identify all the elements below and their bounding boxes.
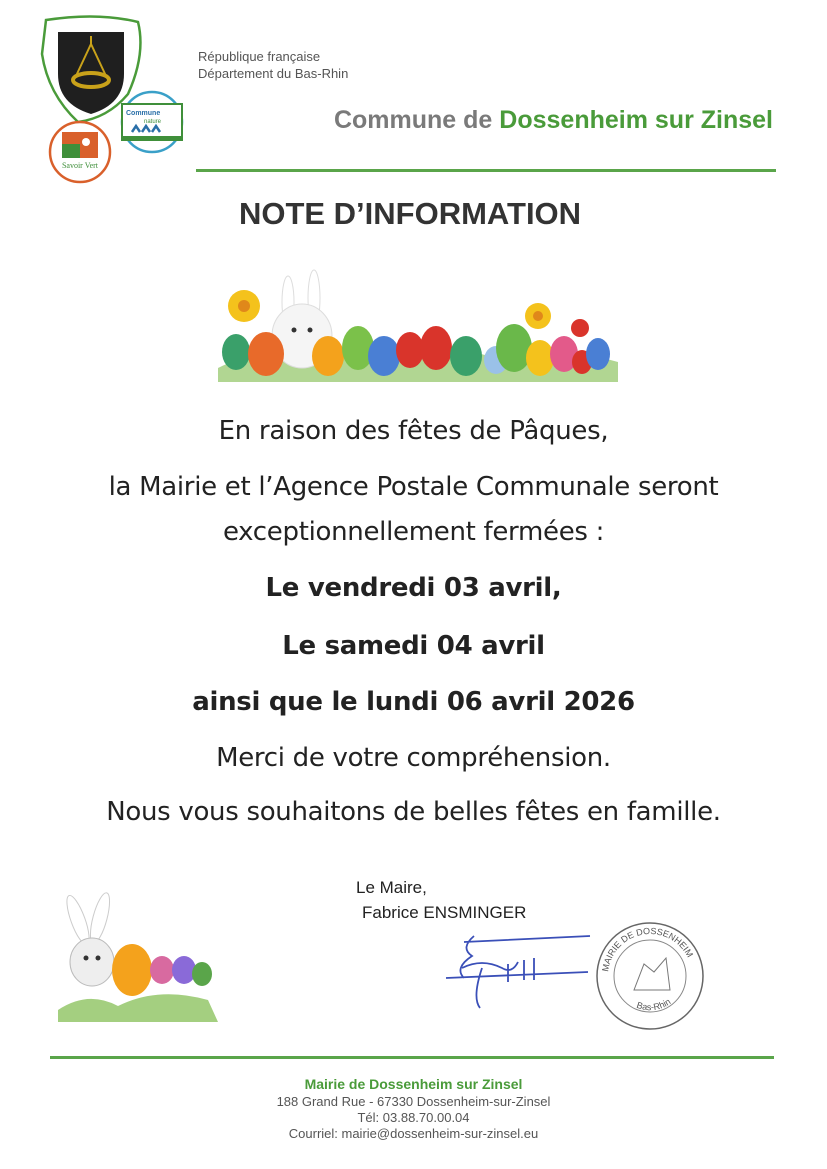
closure-date-2: Le samedi 04 avril bbox=[282, 631, 545, 661]
page-title: NOTE D’INFORMATION bbox=[238, 196, 582, 231]
closure-date-3: ainsi que le lundi 06 avril 2026 bbox=[192, 687, 635, 717]
commune-heading bbox=[334, 106, 773, 135]
footer-address: 188 Grand Rue - 67330 Dossenheim-sur-Zinsel bbox=[276, 1094, 551, 1109]
commune-name: Dossenheim sur Zinsel bbox=[499, 106, 773, 134]
body-line-3: exceptionnellement fermées : bbox=[222, 517, 605, 547]
signatory-name: Fabrice ENSMINGER bbox=[362, 903, 527, 922]
footer-divider bbox=[50, 1056, 774, 1059]
header-department: Département du Bas-Rhin bbox=[198, 66, 349, 81]
body-line-1: En raison des fêtes de Pâques, bbox=[218, 416, 609, 446]
footer-email: Courriel: mairie@dossenheim-sur-zinsel.eu bbox=[288, 1126, 539, 1141]
commune-nature-text-1: Commune bbox=[126, 110, 161, 117]
seal-text-bottom: Bas-Rhin bbox=[635, 996, 673, 1013]
commune-prefix: Commune de bbox=[333, 106, 493, 134]
commune-nature-logo bbox=[118, 90, 186, 154]
svg-text:Bas-Rhin bbox=[635, 996, 672, 1012]
signatory-title: Le Maire, bbox=[356, 878, 427, 897]
header-divider bbox=[196, 169, 776, 172]
savoir-vert-logo bbox=[48, 120, 112, 184]
seal-text-top: MAIRIE DE DOSSENHEIM bbox=[600, 925, 696, 973]
thanks-line: Merci de votre compréhension. bbox=[216, 743, 611, 773]
closure-date-1: Le vendredi 03 avril, bbox=[265, 573, 562, 603]
header-republic: République française bbox=[198, 49, 321, 64]
easter-eggs-illustration bbox=[218, 258, 618, 382]
commune-nature-text-2: nature bbox=[144, 119, 162, 125]
footer-phone: Tél: 03.88.70.00.04 bbox=[357, 1110, 470, 1125]
bunny-illustration bbox=[58, 890, 218, 1022]
wishes-line: Nous vous souhaitons de belles fêtes en famille. bbox=[106, 797, 721, 827]
official-seal bbox=[594, 920, 706, 1032]
savoir-vert-text: Savoir Vert bbox=[61, 161, 99, 170]
body-line-2: la Mairie et l’Agence Postale Communale seront bbox=[108, 472, 719, 502]
footer-organization: Mairie de Dossenheim sur Zinsel bbox=[304, 1076, 523, 1092]
handwritten-signature bbox=[442, 928, 592, 1012]
